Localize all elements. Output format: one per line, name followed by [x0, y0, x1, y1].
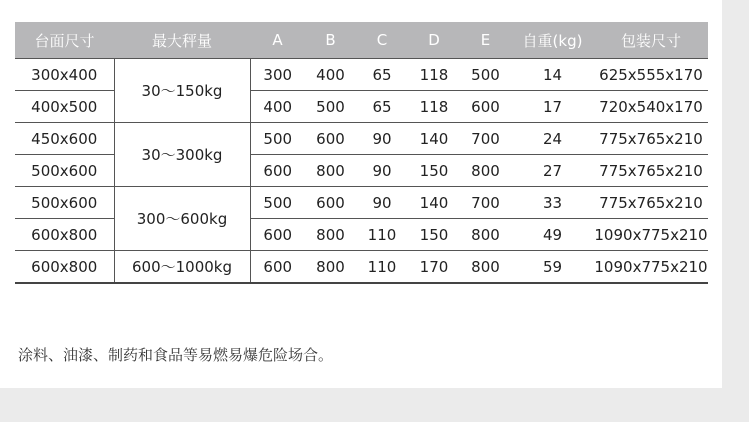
cell-package-size: 775x765x210 [594, 123, 708, 155]
cell-platform-size: 500x600 [15, 155, 114, 187]
cell-max-capacity: 600～1000kg [114, 251, 250, 284]
cell-c: 90 [356, 123, 408, 155]
cell-b: 400 [305, 59, 356, 91]
cell-c: 65 [356, 59, 408, 91]
cell-b: 800 [305, 251, 356, 284]
cell-b: 600 [305, 187, 356, 219]
table-row [15, 59, 708, 91]
cell-a: 400 [250, 91, 305, 123]
cell-e: 600 [460, 91, 511, 123]
cell-d: 150 [408, 219, 460, 251]
cell-platform-size: 300x400 [15, 59, 114, 91]
cell-package-size: 1090x775x210 [594, 251, 708, 284]
spec-table [15, 22, 708, 284]
cell-a: 600 [250, 155, 305, 187]
cell-e: 500 [460, 59, 511, 91]
cell-b: 600 [305, 123, 356, 155]
cell-package-size: 775x765x210 [594, 187, 708, 219]
header-d: D [408, 22, 460, 59]
cell-max-capacity: 30～150kg [114, 59, 250, 123]
table-header-row [15, 22, 708, 59]
cell-package-size: 720x540x170 [594, 91, 708, 123]
header-package-size: 包装尺寸 [594, 22, 708, 59]
cell-c: 90 [356, 187, 408, 219]
cell-self-weight: 59 [511, 251, 594, 284]
cell-a: 600 [250, 251, 305, 284]
cell-e: 800 [460, 155, 511, 187]
cell-d: 118 [408, 91, 460, 123]
cell-a: 300 [250, 59, 305, 91]
cell-e: 800 [460, 219, 511, 251]
cell-d: 150 [408, 155, 460, 187]
cell-self-weight: 33 [511, 187, 594, 219]
cell-a: 500 [250, 187, 305, 219]
cell-platform-size: 450x600 [15, 123, 114, 155]
header-self-weight: 自重(kg) [511, 22, 594, 59]
cell-package-size: 625x555x170 [594, 59, 708, 91]
table-row [15, 123, 708, 155]
cell-self-weight: 49 [511, 219, 594, 251]
cell-self-weight: 17 [511, 91, 594, 123]
cell-platform-size: 500x600 [15, 187, 114, 219]
cell-self-weight: 27 [511, 155, 594, 187]
cell-a: 500 [250, 123, 305, 155]
cell-max-capacity: 300～600kg [114, 187, 250, 251]
header-b: B [305, 22, 356, 59]
cell-c: 65 [356, 91, 408, 123]
cell-a: 600 [250, 219, 305, 251]
cell-self-weight: 24 [511, 123, 594, 155]
cell-d: 140 [408, 123, 460, 155]
cell-platform-size: 600x800 [15, 251, 114, 284]
usage-note: 涂料、油漆、制药和食品等易燃易爆危险场合。 [18, 346, 334, 364]
table-row [15, 251, 708, 284]
header-c: C [356, 22, 408, 59]
cell-b: 800 [305, 155, 356, 187]
cell-package-size: 775x765x210 [594, 155, 708, 187]
cell-max-capacity: 30～300kg [114, 123, 250, 187]
cell-c: 90 [356, 155, 408, 187]
cell-c: 110 [356, 219, 408, 251]
header-platform-size: 台面尺寸 [15, 22, 114, 59]
cell-platform-size: 600x800 [15, 219, 114, 251]
cell-self-weight: 14 [511, 59, 594, 91]
table-row [15, 187, 708, 219]
cell-c: 110 [356, 251, 408, 284]
cell-d: 140 [408, 187, 460, 219]
cell-e: 700 [460, 123, 511, 155]
cell-package-size: 1090x775x210 [594, 219, 708, 251]
cell-b: 500 [305, 91, 356, 123]
header-max-capacity: 最大秤量 [114, 22, 250, 59]
cell-d: 170 [408, 251, 460, 284]
header-a: A [250, 22, 305, 59]
cell-e: 700 [460, 187, 511, 219]
header-e: E [460, 22, 511, 59]
cell-platform-size: 400x500 [15, 91, 114, 123]
cell-e: 800 [460, 251, 511, 284]
cell-d: 118 [408, 59, 460, 91]
cell-b: 800 [305, 219, 356, 251]
